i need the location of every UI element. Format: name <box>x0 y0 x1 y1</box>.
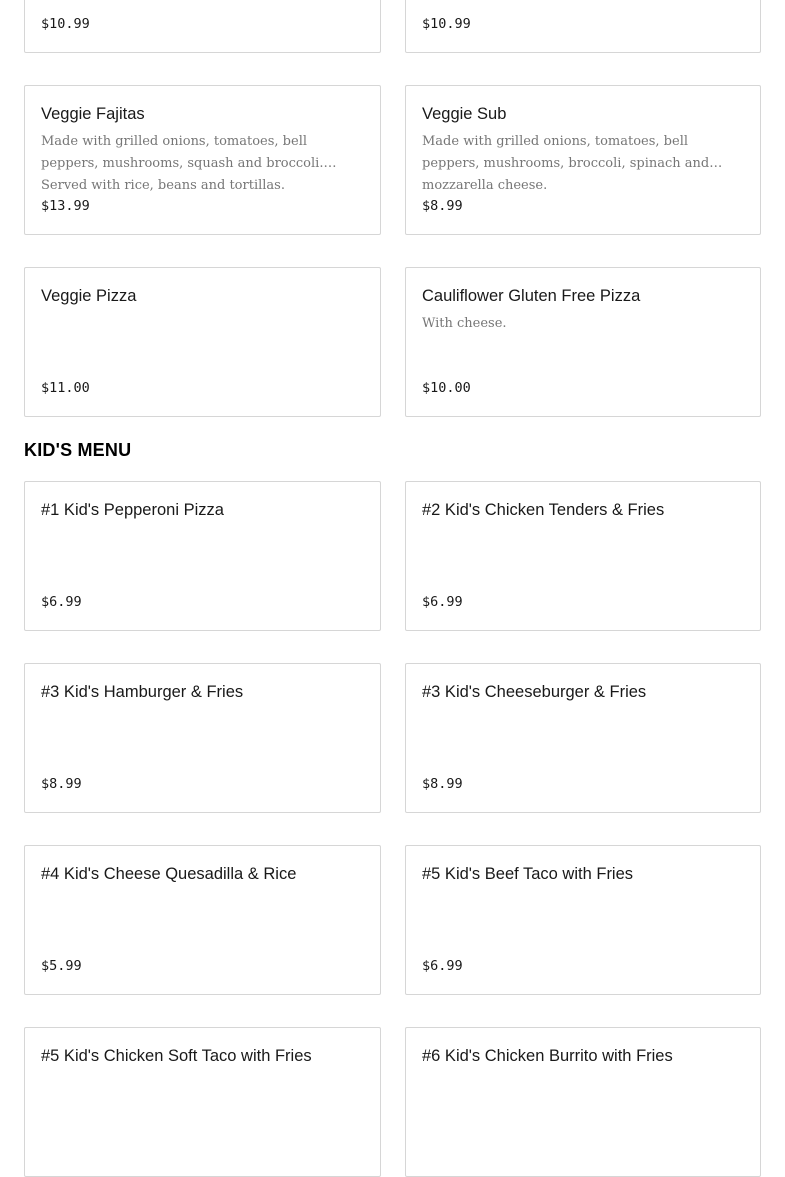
item-name: #5 Kid's Beef Taco with Fries <box>422 865 634 883</box>
item-name: #5 Kid's Chicken Soft Taco with Fries <box>41 1047 312 1065</box>
menu-item-card[interactable] <box>24 1027 381 1177</box>
item-name: #1 Kid's Pepperoni Pizza <box>41 501 224 519</box>
item-price: $11.00 <box>41 380 90 396</box>
menu-item-card[interactable] <box>405 1027 761 1177</box>
item-name: #4 Kid's Cheese Quesadilla & Rice <box>41 865 297 883</box>
item-description: Made with grilled onions, tomatoes, bell peppers, mushrooms, broccoli, spinach and mozzarella cheese. <box>422 134 710 193</box>
item-price: $10.99 <box>41 16 90 32</box>
item-price: $10.00 <box>422 380 471 396</box>
menu-item-card[interactable] <box>24 85 381 235</box>
menu-grid-veggie <box>24 85 761 417</box>
item-price: $8.99 <box>41 776 82 792</box>
menu-item-card[interactable] <box>24 267 381 417</box>
menu-item-card[interactable] <box>24 663 381 813</box>
item-name: #2 Kid's Chicken Tenders & Fries <box>422 501 665 519</box>
menu-item-card[interactable] <box>405 267 761 417</box>
item-price: $8.99 <box>422 198 463 214</box>
item-name: #6 Kid's Chicken Burrito with Fries <box>422 1047 673 1065</box>
menu-item-card[interactable] <box>405 663 761 813</box>
section-heading-kids-menu: KID'S MENU <box>24 440 132 460</box>
item-name: Cauliflower Gluten Free Pizza <box>422 287 641 305</box>
item-name: Veggie Fajitas <box>41 105 145 123</box>
menu-item-card[interactable] <box>405 0 761 53</box>
menu-item-card[interactable] <box>405 845 761 995</box>
item-name: Veggie Sub <box>422 105 507 123</box>
menu-item-card[interactable] <box>405 85 761 235</box>
item-name: Veggie Pizza <box>41 287 137 305</box>
item-price: $5.99 <box>41 958 82 974</box>
menu-grid-kids <box>24 481 761 1177</box>
item-price: $6.99 <box>41 594 82 610</box>
item-price: $8.99 <box>422 776 463 792</box>
menu-grid-top-partial <box>24 0 761 53</box>
item-price: $13.99 <box>41 198 90 214</box>
item-price: $10.99 <box>422 16 471 32</box>
menu-item-card[interactable] <box>405 481 761 631</box>
item-description: Made with grilled onions, tomatoes, bell peppers, mushrooms, squash and broccoli. Served with rice, beans and tortillas. <box>41 134 324 193</box>
item-price: $6.99 <box>422 594 463 610</box>
item-price: $6.99 <box>422 958 463 974</box>
item-name: #3 Kid's Hamburger & Fries <box>41 683 244 701</box>
menu-item-card[interactable] <box>24 845 381 995</box>
item-name: #3 Kid's Cheeseburger & Fries <box>422 683 647 701</box>
menu-item-card[interactable] <box>24 481 381 631</box>
item-description: With cheese. <box>422 316 507 331</box>
menu-item-card[interactable] <box>24 0 381 53</box>
